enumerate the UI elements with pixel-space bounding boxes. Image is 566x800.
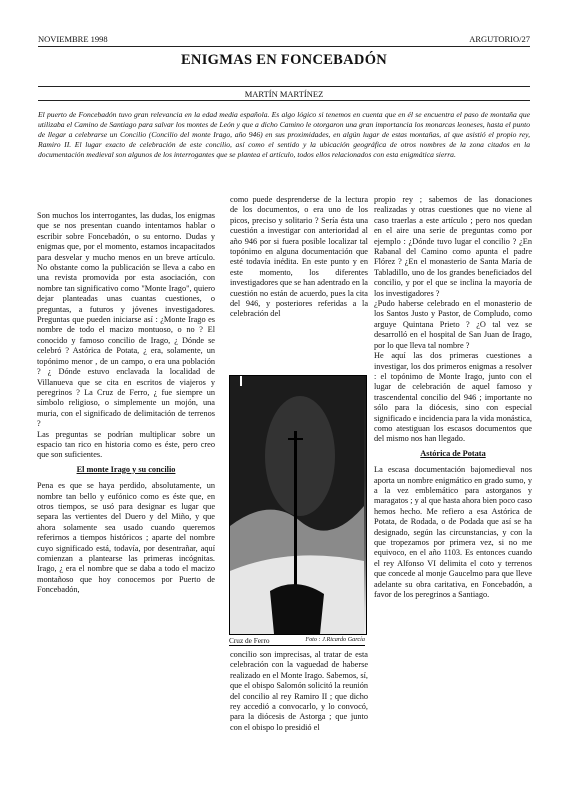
paragraph: concilio son imprecisas, al tratar de esta celebración con la vaguedad de haberse realizado en el Monte Irago. Sabemos, sí, que el obispo Salomón solicitó la reunión del concilio al rey Ramiro II ; que dicho rey accedió a convocarlo, y lo convocó, para la diócesis de Astorga ; que junto con el obispo lo presidió el: [230, 650, 368, 732]
caption-text: Cruz de Ferro: [229, 636, 270, 645]
photo-credit: Foto : J.Ricardo García: [305, 636, 365, 643]
photo-illustration: [230, 376, 364, 634]
issue-number: ARGUTORIO/27: [469, 34, 530, 44]
column-1: [37, 211, 215, 596]
article-abstract: El puerto de Foncebadón tuvo gran relevancia en la edad media española. Es algo lógico si tenemos en cuenta que en él se encuentra el paso de montaña que utilizaba el Camino de Santiago para salvar los montes de León y que a dicho Camino le otorgaron una gran importancia los monarcas leoneses, hasta el punto de llegar a celebrarse un Concilio (Concilio del monte Irago, año 946) en sus proximidades, en algún lugar de estas montañas, al que asistió el propio rey, Ramiro II. El lugar exacto de celebración de este concilio, así como el sentido y la ubicación geográfica de otros nombres de la zona citados en la documentación medieval son algunos de los interrogantes que se plantea el artículo, todos ellos relacionados con esta enigmática sierra.: [38, 110, 530, 159]
author-byline: MARTÍN MARTÍNEZ: [38, 86, 530, 101]
cruz-de-ferro-photo: [229, 375, 367, 635]
article-title: ENIGMAS EN FONCEBADÓN: [180, 52, 388, 68]
paragraph: Pena es que se haya perdido, absolutamente, un nombre tan bello y eufónico como es éste que, en otros tiempos, se usó para designar es lugar que separa las vertientes del Duero y del Miño, y que ahora solamente sea usado cuando queremos referirnos a tiempos históricos ; aparte del nombre cuyo significado está, todavía, por desentrañar, aquí comienzan a plantearse las primeras incógnitas. Irago, ¿ era el nombre que se daba a todo el macizo montañoso que hoy conocemos por Puerto de Foncebadón,: [37, 481, 215, 595]
paragraph: Son muchos los interrogantes, las dudas, los enigmas que se nos presentan cuando intentamos hablar o escribir sobre Foncebadón, o su entorno. Dudas y enigmas que, por el momento, estamos incapacitados para desvelar y mucho menos en un breve artículo. No obstante como la publicación se lleva a cabo en una revista promovida por esta asociación, con nombre tan significativo como "Monte Irago", quiero dejar planteadas unas cuantas cuestiones, o preguntas, a futuros y jóvenes investigadores. Preguntas que pueden iniciarse así : ¿Monte Irago es nombre de todo el macizo montuoso, o no ? El conocido y famoso concilio de Irago, ¿ Dónde se celebró ? Astórica de Potata, ¿ era, solamente, un topónimo menor , de un campo, o era una población ? ¿ Dónde estuvo enclavada la localidad de Villanueva que se cita en escritos de viajeros y peregrinos ? La Cruz de Ferro, ¿ fue siempre un símbolo religioso, o simplemente un mojón, una muria, con el significado de delimitación de terrenos ?: [37, 211, 215, 429]
page-header: [38, 34, 530, 47]
section-heading: Astórica de Potata: [420, 448, 486, 458]
column-2-bottom: [230, 650, 368, 733]
paragraph: Las preguntas se podrían multiplicar sobre un espacio tan rico en historia como es éste, pero creo que son suficientes.: [37, 429, 215, 460]
column-3: [374, 195, 532, 600]
paragraph: He aquí las dos primeras cuestiones a investigar, los dos primeros enigmas a resolver : el topónimo de Monte Irago, junto con el lugar de celebración de aquel famoso y trascendental concilio del 946 ; importante no sólo para la diócesis, sino con especial significado e incidencia para la vida monástica, como atestiguan los escasos documentos que del mismo nos han llegado.: [374, 351, 532, 444]
paragraph: La escasa documentación bajomedieval nos aporta un nombre enigmático en grado sumo, y a la vez emblemático para astorganos y maragatos ; y al que hasta ahora bien poco caso hemos hecho. Me refiero a esa Astórica de Potata, de Rodada, o de Podada que así se ha designado, según las circunstancias, y con la que tropezamos por primera vez, si no me equivoco, en el año 1103. Es entonces cuando el rey Alfonso VI delimita el coto y terrenos que concede al monje Gaucelmo para que lleve adelante su obra caritativa, en Foncebadón, a favor de los peregrinos a Santiago.: [374, 465, 532, 600]
paragraph: como puede desprenderse de la lectura de los documentos, o era uno de los picos, preciso y solitario ? Sería ésta una cuestión a investigar con anterioridad al año 946 por si fuera posible localizar tal topónimo en alguna documentación que esté todavía inédita. En este punto y en este momento, los diferentes investigadores que se han adentrado en la cuestión no están de acuerdo, pues la cita del 946, y posteriores referidas a la celebración del: [230, 195, 368, 319]
paragraph: propio rey ; sabemos de las donaciones realizadas y otras cuestiones que no viene al caso traerlas a este artículo ; pero nos quedan en el aire una serie de preguntas como por ejemplo : ¿Dónde tuvo lugar el concilio ? ¿En Rabanal del Camino como apunta el padre Flórez ? ¿En el monasterio de Santa María de Tabladillo, uno de los grandes beneficiados del concilio, y por el que se inclina la mayoría de los investigadores ?: [374, 195, 532, 298]
column-2-top: [230, 195, 368, 320]
photo-caption: [229, 636, 365, 646]
paragraph: ¿Pudo haberse celebrado en el monasterio de los Santos Justo y Pastor, de Compludo, como arguye Quintana Prieto ? ¿O tal vez se desarrolló en el hospital de San Juan de Irago, por lo que lleva tal nombre ?: [374, 299, 532, 350]
issue-date: NOVIEMBRE 1998: [38, 34, 108, 44]
section-heading: El monte Irago y su concilio: [76, 464, 176, 474]
